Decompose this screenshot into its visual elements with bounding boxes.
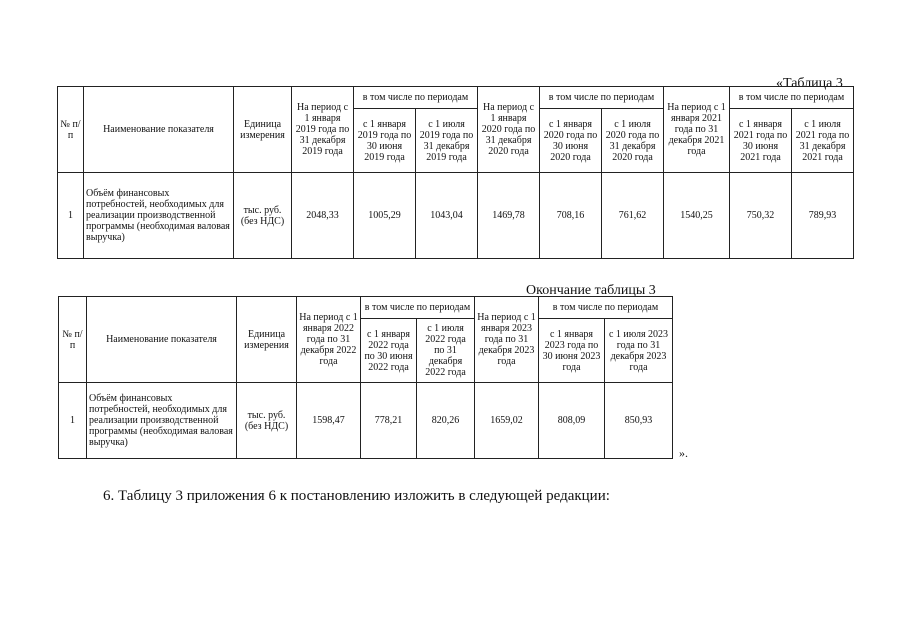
value-cell: 808,09 <box>539 383 605 459</box>
value-cell: 1659,02 <box>475 383 539 459</box>
row-num: 1 <box>58 173 84 259</box>
header-h2-2020: с 1 июля 2020 года по 31 декабря 2020 года <box>602 109 664 173</box>
table-row <box>59 383 673 459</box>
value-cell: 1598,47 <box>297 383 361 459</box>
row-num: 1 <box>59 383 87 459</box>
header-subgroup-2020: в том числе по периодам <box>540 87 664 109</box>
table2 <box>58 296 673 459</box>
header-period-2019: На период с 1 января 2019 года по 31 декабря 2019 года <box>292 87 354 173</box>
value-cell: 820,26 <box>417 383 475 459</box>
row-name: Объём финансовых потребностей, необходимых для реализации производственной программы (необходимая валовая выручка) <box>87 383 237 459</box>
header-h2-2023: с 1 июля 2023 года по 31 декабря 2023 года <box>605 319 673 383</box>
value-cell: 1005,29 <box>354 173 416 259</box>
table2-closing-quote: ». <box>679 446 688 460</box>
header-h2-2019: с 1 июля 2019 года по 31 декабря 2019 года <box>416 109 478 173</box>
header-period-2023: На период с 1 января 2023 года по 31 декабря 2023 года <box>475 297 539 383</box>
row-unit: тыс. руб. (без НДС) <box>237 383 297 459</box>
header-h1-2020: с 1 января 2020 года по 30 июня 2020 года <box>540 109 602 173</box>
header-subgroup-2019: в том числе по периодам <box>354 87 478 109</box>
value-cell: 789,93 <box>792 173 854 259</box>
header-subgroup-2023: в том числе по периодам <box>539 297 673 319</box>
header-h1-2023: с 1 января 2023 года по 30 июня 2023 года <box>539 319 605 383</box>
header-num: № п/п <box>58 87 84 173</box>
header-period-2022: На период с 1 января 2022 года по 31 декабря 2022 года <box>297 297 361 383</box>
header-unit: Единица измерения <box>234 87 292 173</box>
value-cell: 750,32 <box>730 173 792 259</box>
value-cell: 1043,04 <box>416 173 478 259</box>
paragraph-6: 6. Таблицу 3 приложения 6 к постановлению изложить в следующей редакции: <box>103 488 610 504</box>
row-name: Объём финансовых потребностей, необходимых для реализации производственной программы (необходимая валовая выручка) <box>84 173 234 259</box>
header-h1-2022: с 1 января 2022 года по 30 июня 2022 года <box>361 319 417 383</box>
value-cell: 778,21 <box>361 383 417 459</box>
header-period-2021: На период с 1 января 2021 года по 31 декабря 2021 года <box>664 87 730 173</box>
value-cell: 1540,25 <box>664 173 730 259</box>
header-num: № п/п <box>59 297 87 383</box>
header-h1-2019: с 1 января 2019 года по 30 июня 2019 года <box>354 109 416 173</box>
value-cell: 850,93 <box>605 383 673 459</box>
header-subgroup-2021: в том числе по периодам <box>730 87 854 109</box>
header-subgroup-2022: в том числе по периодам <box>361 297 475 319</box>
table2-caption: Окончание таблицы 3 <box>526 283 656 298</box>
header-period-2020: На период с 1 января 2020 года по 31 декабря 2020 года <box>478 87 540 173</box>
header-name: Наименование показателя <box>84 87 234 173</box>
header-unit: Единица измерения <box>237 297 297 383</box>
value-cell: 1469,78 <box>478 173 540 259</box>
value-cell: 2048,33 <box>292 173 354 259</box>
header-h2-2022: с 1 июля 2022 года по 31 декабря 2022 года <box>417 319 475 383</box>
row-unit: тыс. руб. (без НДС) <box>234 173 292 259</box>
table1-caption: «Таблица 3 <box>776 76 843 91</box>
table-row <box>58 173 854 259</box>
header-h1-2021: с 1 января 2021 года по 30 июня 2021 года <box>730 109 792 173</box>
value-cell: 761,62 <box>602 173 664 259</box>
header-name: Наименование показателя <box>87 297 237 383</box>
table1 <box>57 86 854 259</box>
header-h2-2021: с 1 июля 2021 года по 31 декабря 2021 года <box>792 109 854 173</box>
value-cell: 708,16 <box>540 173 602 259</box>
